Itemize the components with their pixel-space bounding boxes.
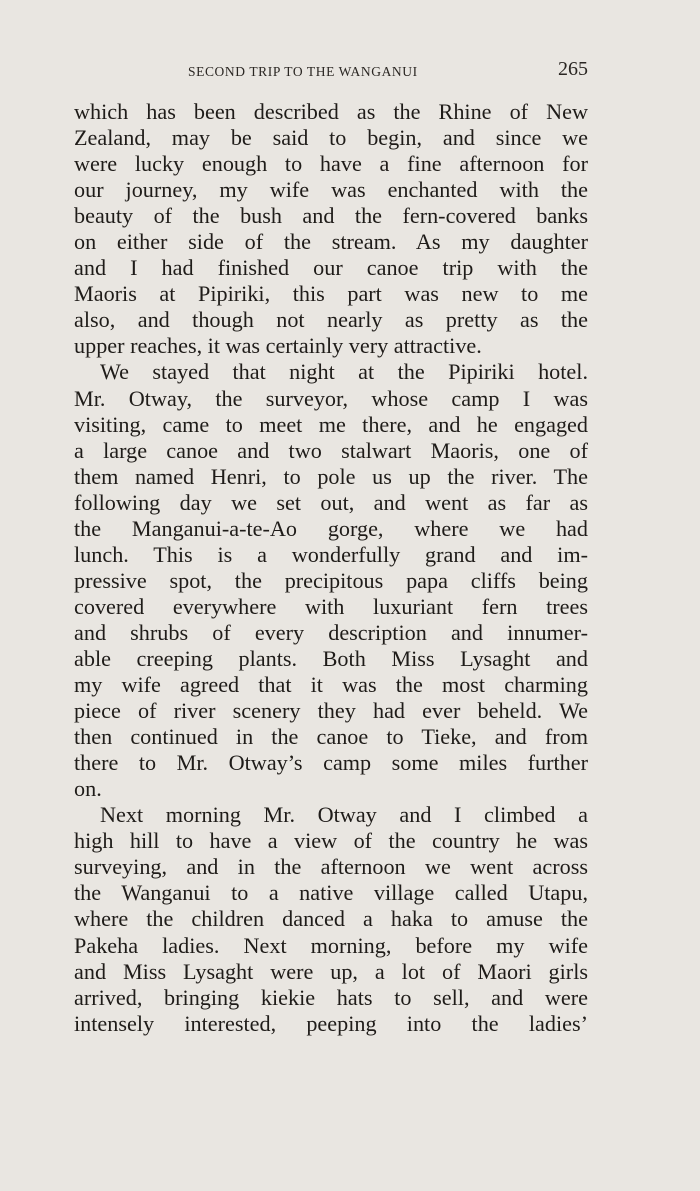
text-line: and I had finished our canoe trip with the [74,255,588,281]
body-text [74,99,588,1037]
text-line: upper reaches, it was certainly very attractive. [74,333,482,359]
text-line: beauty of the bush and the fern-covered banks [74,203,588,229]
text-line: We stayed that night at the Pipiriki hotel. [100,359,588,385]
text-line: visiting, came to meet me there, and he engaged [74,411,588,437]
text-line: Pakeha ladies. Next morning, before my wife [74,932,588,958]
text-line: Zealand, may be said to begin, and since we [74,125,588,151]
text-line: pressive spot, the precipitous papa cliffs being [74,567,588,593]
text-line: then continued in the canoe to Tieke, and from [74,724,588,750]
text-line: also, and though not nearly as pretty as the [74,307,588,333]
text-line: covered everywhere with luxuriant fern trees [74,593,588,619]
text-line: which has been described as the Rhine of New [74,99,588,124]
text-line: piece of river scenery they had ever beheld. We [74,698,588,724]
paragraph-1 [74,99,588,359]
text-line: the Wanganui to a native village called Utapu, [74,880,588,906]
text-line: surveying, and in the afternoon we went across [74,854,588,880]
running-title: SECOND TRIP TO THE WANGANUI [188,64,418,79]
text-line: on. [74,776,102,802]
text-line: them named Henri, to pole us up the river. The [74,463,588,489]
text-line: our journey, my wife was enchanted with the [74,177,588,203]
text-line: able creeping plants. Both Miss Lysaght and [74,645,588,671]
text-line: Mr. Otway, the surveyor, whose camp I was [74,385,588,411]
text-line: Maoris at Pipiriki, this part was new to me [74,281,588,307]
text-line: on either side of the stream. As my daughter [74,229,588,255]
running-head [74,58,588,82]
text-line: intensely interested, peeping into the ladies’ [74,1010,588,1036]
text-line: there to Mr. Otway’s camp some miles further [74,750,588,776]
text-line: Next morning Mr. Otway and I climbed a [100,802,588,828]
text-line: arrived, bringing kiekie hats to sell, and were [74,984,588,1010]
paragraph-2 [74,359,588,802]
text-line: the Manganui-a-te-Ao gorge, where we had [74,515,588,541]
text-line: were lucky enough to have a fine afternoon for [74,151,588,177]
text-line: a large canoe and two stalwart Maoris, one of [74,437,588,463]
text-line: and shrubs of every description and innumer- [74,619,588,645]
text-line: high hill to have a view of the country he was [74,828,588,854]
paragraph-3 [74,802,588,1036]
text-line: lunch. This is a wonderfully grand and im- [74,541,588,567]
page-number: 265 [558,58,588,80]
text-line: where the children danced a haka to amuse the [74,906,588,932]
book-page [74,0,588,1191]
text-line: and Miss Lysaght were up, a lot of Maori girls [74,958,588,984]
text-line: my wife agreed that it was the most charming [74,672,588,698]
text-line: following day we set out, and went as far as [74,489,588,515]
